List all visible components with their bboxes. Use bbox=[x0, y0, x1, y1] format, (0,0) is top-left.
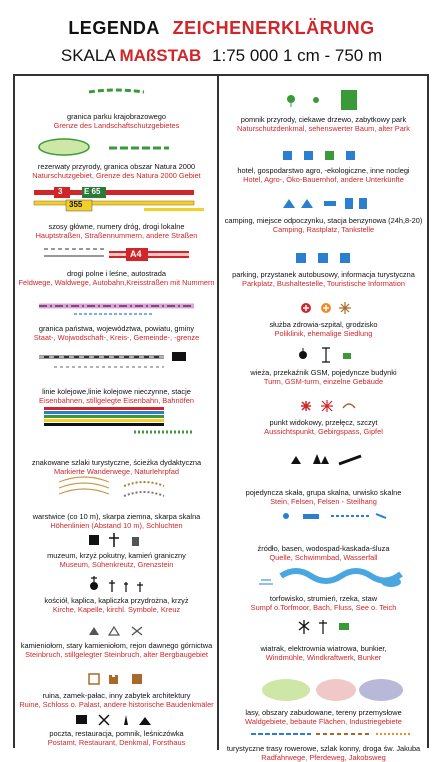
item-label-de: Staat-, Wojwodschaft-, Kreis-, Gemeinde-, -grenze bbox=[33, 333, 200, 342]
item-label-pl: turystyczne trasy rowerowe, szlak konny, droga św. Jakuba bbox=[226, 744, 421, 753]
item-label-de: Hotel, Agro-, Öko-Bauernhof, andere Unterkünfte bbox=[243, 175, 404, 184]
item-label-pl: muzeum, krzyż pokutny, kamień graniczny bbox=[47, 551, 186, 560]
road-a4-badge: A4 bbox=[130, 249, 142, 259]
item-label-de: Hauptstraßen, Straßennummern, andere Straßen bbox=[35, 231, 198, 240]
item-label-pl: szosy główne, numery dróg, drogi lokalne bbox=[48, 222, 185, 231]
item-label-pl: granica państwa, województwa, powiatu, gminy bbox=[38, 324, 195, 333]
item-label-pl: pojedyncza skała, grupa skalna, urwisko skalne bbox=[245, 488, 402, 497]
legend-title-de: ZEICHENERKLÄRUNG bbox=[172, 18, 375, 38]
landscape-park-boundary-icon bbox=[14, 78, 219, 106]
motorway-icon bbox=[14, 241, 219, 269]
item-label-pl: wiatrak, elektrownia wiatrowa, bunkier, bbox=[260, 644, 387, 653]
item-label-pl: linie kolejowe,linie kolejowe nieczynne, stacje bbox=[42, 387, 191, 396]
item-label-pl: poczta, restauracja, pomnik, leśniczówka bbox=[49, 729, 184, 738]
railway-icon bbox=[14, 345, 219, 373]
item-label-de: Poliklinik, ehemalige Siedlung bbox=[274, 329, 373, 338]
item-label-de: Ruine, Schloss o. Palast, andere historische Baudenkmäler bbox=[19, 700, 214, 709]
road-3-badge: 3 bbox=[58, 187, 63, 196]
item-label-pl: warstwice (co 10 m), skarpa ziemna, skarpa skalna bbox=[32, 512, 201, 521]
item-label-de: Höhenlinien (Abstand 10 m), Schluchten bbox=[50, 521, 183, 530]
item-label-pl: kościół, kaplica, kapliczka przydrożna, krzyż bbox=[44, 596, 189, 605]
item-label-de: Naturschutzdenkmal, sehenswerter Baum, alter Park bbox=[237, 124, 410, 133]
item-label-pl: lasy, obszary zabudowane, tereny przemysłowe bbox=[245, 708, 402, 717]
item-label-pl: ruina, zamek-pałac, inny zabytek architektury bbox=[42, 691, 191, 700]
item-label-de: Grenze des Landschaftschutzgebietes bbox=[53, 121, 180, 130]
item-label-de: Feldwege, Waldwege, Autobahn,Kreisstraßen mit Nummern bbox=[18, 278, 215, 287]
scale-label-pl: SKALA bbox=[60, 46, 115, 65]
item-label-de: Quelle, Schwimmbad, Wasserfall bbox=[269, 553, 378, 562]
item-label-pl: wieża, przekaźnik GSM, pojedyncze budynki bbox=[250, 368, 397, 377]
item-label-de: Museum, Sühenkreutz, Grenzstein bbox=[59, 560, 174, 569]
item-label-pl: camping, miejsce odpoczynku, stacja benzynowa (24h,8-20) bbox=[224, 216, 423, 225]
item-label-de: Sumpf o.Torfmoor, Bach, Fluss, See o. Teich bbox=[250, 603, 397, 612]
item-label-de: Aussichtspunkt, Gebirgspass, Gipfel bbox=[264, 427, 383, 436]
item-label-de: Turm, GSM-turm, einzelne Gebäude bbox=[263, 377, 384, 386]
windmill-icon bbox=[221, 614, 426, 642]
item-label-de: Stein, Felsen, Felsen - Steilhang bbox=[270, 497, 377, 506]
item-label-pl: źródło, basen, wodospad-kaskada-śluza bbox=[257, 544, 390, 553]
nature-reserve-icon bbox=[14, 132, 219, 160]
item-label-de: Radfahrwege, Pferdeweg, Jakobsweg bbox=[261, 753, 386, 762]
item-label-de: Parkplatz, Bushaltestelle, Touristische Information bbox=[242, 279, 405, 288]
spring-icon bbox=[221, 504, 426, 532]
item-label-pl: hotel, gospodarstwo agro, -ekologiczne, inne noclegi bbox=[237, 166, 410, 175]
item-label-pl: punkt widokowy, przełęcz, szczyt bbox=[269, 418, 378, 427]
rock-icon bbox=[221, 446, 426, 474]
item-label-pl: granica parku krajobrazowego bbox=[66, 112, 166, 121]
item-label-de: Waldgebiete, bebaute Flächen, Industriegebiete bbox=[245, 717, 402, 726]
scale-line bbox=[0, 46, 443, 66]
item-label-pl: parking, przystanek autobusowy, informacja turystyczna bbox=[232, 270, 415, 279]
contours-icon bbox=[14, 472, 219, 506]
legend-title-pl: LEGENDA bbox=[68, 18, 160, 38]
item-label-pl: kamieniołom, stary kamieniołom, rejon dawnego górnictwa bbox=[20, 641, 213, 650]
item-label-de: Windmühle, Windkraftwerk, Bunker bbox=[265, 653, 382, 662]
road-355-badge: 355 bbox=[69, 200, 83, 209]
item-label-de: Naturschutzgebiet, Grenze des Natura 2000 Gebiet bbox=[32, 171, 201, 180]
road-e65-badge: E 65 bbox=[84, 187, 101, 196]
legend-title bbox=[0, 18, 443, 39]
forest-icon bbox=[221, 674, 426, 706]
item-label-pl: torfowisko, strumień, rzeka, staw bbox=[269, 594, 378, 603]
item-label-de: Camping, Rastplatz, Tankstelle bbox=[272, 225, 375, 234]
tree-icon bbox=[221, 88, 426, 116]
scale-label-de: MAßSTAB bbox=[119, 46, 202, 65]
item-label-pl: drogi polne i leśne, autostrada bbox=[66, 269, 167, 278]
item-label-de: Kirche, Kapelle, kirchl. Symbole, Kreuz bbox=[52, 605, 181, 614]
item-label-pl: służba zdrowia-szpital, grodzisko bbox=[269, 320, 378, 329]
item-label-de: Steinbruch, stillgelegter Steinbruch, alter Bergbaugebiet bbox=[25, 650, 208, 659]
cycle-icon bbox=[221, 726, 426, 742]
scale-value: 1:75 000 1 cm - 750 m bbox=[212, 46, 383, 65]
item-label-de: Eisenbahnen, stillgelegte Eisenbahn, Bahnöfen bbox=[39, 396, 194, 405]
item-label-pl: pomnik przyrody, ciekawe drzewo, zabytkowy park bbox=[240, 115, 407, 124]
item-label-de: Markierte Wanderwege, Naturlehrpfad bbox=[53, 467, 179, 476]
river-icon bbox=[221, 562, 426, 590]
item-label-de: Postamt, Restaurant, Denkmal, Forsthaus bbox=[47, 738, 186, 747]
trails-icon bbox=[14, 404, 219, 438]
item-label-pl: rezerwaty przyrody, granica obszar Natura 2000 bbox=[37, 162, 196, 171]
item-label-pl: znakowane szlaki turystyczne, ścieżka dydaktyczna bbox=[31, 458, 202, 467]
road-numbers-icon bbox=[14, 184, 219, 214]
admin-borders-icon bbox=[14, 294, 219, 322]
